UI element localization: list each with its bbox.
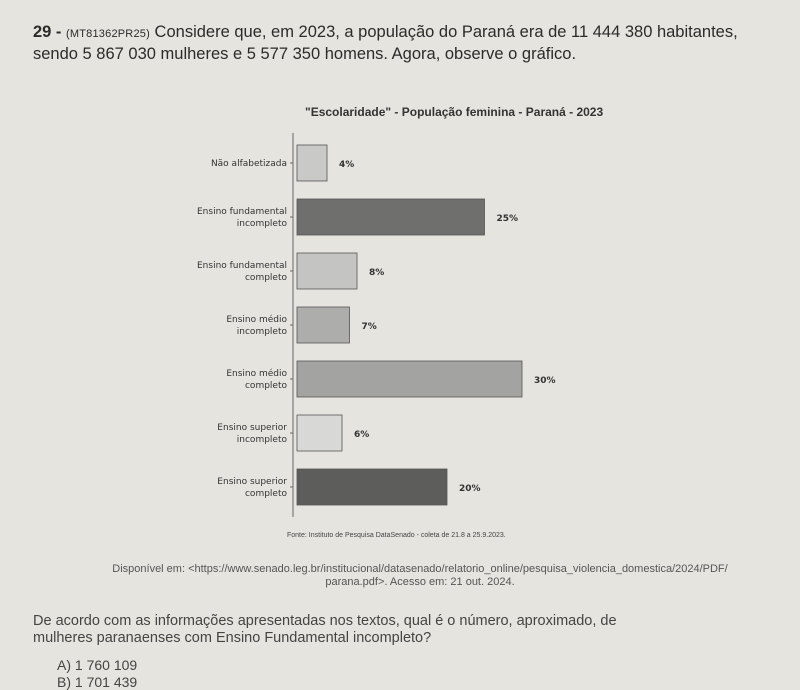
bar-value-label: 30% xyxy=(534,376,556,386)
category-label: incompleto xyxy=(236,219,287,229)
category-label: Não alfabetizada xyxy=(210,159,287,169)
chart-source: Fonte: Instituto de Pesquisa DataSenado - coleta de 21.8 a 25.9.2023. xyxy=(287,532,506,539)
option-a-value: 1 760 109 xyxy=(74,657,138,673)
category-label: Ensino fundamental xyxy=(196,261,287,271)
bar-value-label: 20% xyxy=(459,484,481,494)
option-a-letter: A) xyxy=(57,657,71,673)
bar-value-label: 25% xyxy=(496,214,519,224)
category-label: Ensino fundamental xyxy=(196,207,287,217)
availability-line2: parana.pdf>. Acesso em: 21 out. 2024. xyxy=(325,576,515,588)
bar-value-label: 4% xyxy=(339,160,355,170)
category-label: incompleto xyxy=(236,435,287,445)
question-header xyxy=(33,22,773,64)
chart-title: "Escolaridade" - População feminina - Paraná - 2023 xyxy=(305,105,604,119)
option-b[interactable] xyxy=(57,674,137,690)
chart-svg xyxy=(150,105,650,545)
availability-note xyxy=(80,563,760,589)
category-label: incompleto xyxy=(236,327,287,337)
category-label: Ensino superior xyxy=(217,477,287,487)
question-code: (MT81362PR25) xyxy=(66,28,150,40)
question-intro-line1: Considere que, em 2023, a população do Paraná era de 11 444 380 habitantes, xyxy=(154,23,738,41)
category-label: Ensino médio xyxy=(226,315,287,325)
availability-line1: Disponível em: <https://www.senado.leg.br/institucional/datasenado/relatorio_online/pesquisa_violencia_domestica/2024/PDF/ xyxy=(112,563,728,575)
question-intro-line2: sendo 5 867 030 mulheres e 5 577 350 homens. Agora, observe o gráfico. xyxy=(33,45,577,63)
bar xyxy=(297,415,342,451)
question-text xyxy=(33,613,753,647)
bar xyxy=(297,469,447,505)
option-b-value: 1 701 439 xyxy=(74,674,138,690)
option-b-letter: B) xyxy=(57,674,71,690)
question-line2: mulheres paranaenses com Ensino Fundamental incompleto? xyxy=(33,630,432,646)
question-line1: De acordo com as informações apresentadas nos textos, qual é o número, aproximado, de xyxy=(33,613,617,629)
bar xyxy=(297,361,522,397)
bar-value-label: 7% xyxy=(361,322,377,332)
category-label: completo xyxy=(244,273,287,283)
category-label: Ensino médio xyxy=(226,369,287,379)
bar xyxy=(297,199,485,235)
category-label: completo xyxy=(244,381,287,391)
category-label: completo xyxy=(244,489,287,499)
bar xyxy=(297,307,350,343)
question-number: 29 - xyxy=(33,23,62,41)
bar-value-label: 8% xyxy=(369,268,385,278)
chart xyxy=(150,105,650,545)
option-a[interactable] xyxy=(57,657,137,673)
bar xyxy=(297,253,357,289)
category-label: Ensino superior xyxy=(217,423,287,433)
bar-value-label: 6% xyxy=(354,430,370,440)
bar xyxy=(297,145,327,181)
